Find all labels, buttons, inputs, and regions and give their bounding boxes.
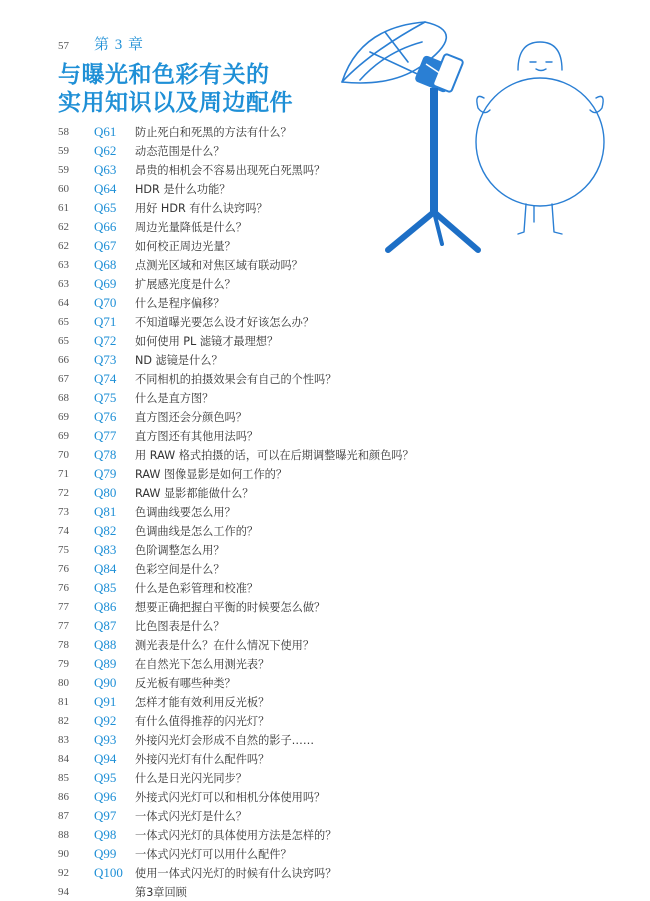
toc-entry-title: 动态范围是什么？	[135, 144, 225, 158]
toc-question-number: Q78	[94, 446, 117, 462]
toc-page-number: 86	[58, 790, 69, 803]
toc-page-number: 73	[58, 505, 69, 518]
toc-question-number: Q99	[94, 845, 117, 861]
toc-row[interactable]	[58, 863, 618, 882]
toc-question-number: Q76	[94, 408, 117, 424]
toc-page-number: 83	[58, 733, 69, 746]
toc-row[interactable]	[58, 882, 618, 901]
toc-entry-title: 不知道曝光要怎么设才好该怎么办？	[135, 315, 315, 329]
toc-question-number: Q93	[94, 731, 117, 747]
toc-question-number: Q84	[94, 560, 117, 576]
toc-row[interactable]	[58, 388, 618, 407]
toc-entry-title: 色调曲线要怎么用？	[135, 505, 236, 519]
toc-page-number: 77	[58, 619, 69, 632]
toc-question-number: Q71	[94, 313, 117, 329]
toc-entry-title: 用好 HDR 有什么诀窍吗？	[135, 201, 268, 215]
toc-page-number: 65	[58, 334, 69, 347]
toc-row[interactable]	[58, 692, 618, 711]
toc-row[interactable]	[58, 597, 618, 616]
toc-entry-title: 一体式闪光灯的具体使用方法是怎样的？	[135, 828, 337, 842]
toc-page-number: 88	[58, 828, 69, 841]
toc-question-number: Q66	[94, 218, 117, 234]
toc-page-number: 90	[58, 847, 69, 860]
toc-question-number: Q74	[94, 370, 117, 386]
toc-row[interactable]	[58, 293, 618, 312]
toc-entry-title: 外接式闪光灯可以和相机分体使用吗？	[135, 790, 326, 804]
toc-row[interactable]	[58, 616, 618, 635]
toc-page-number: 71	[58, 467, 69, 480]
toc-row[interactable]	[58, 806, 618, 825]
toc-entry-title: 什么是直方图？	[135, 391, 214, 405]
toc-entry-title: 一体式闪光灯是什么？	[135, 809, 247, 823]
toc-entry-title: 扩展感光度是什么？	[135, 277, 236, 291]
toc-entry-title: 什么是日光闪光同步？	[135, 771, 247, 785]
toc-page-number: 74	[58, 524, 69, 537]
toc-row[interactable]	[58, 844, 618, 863]
toc-row[interactable]	[58, 141, 618, 160]
toc-row[interactable]	[58, 483, 618, 502]
toc-page-number: 75	[58, 543, 69, 556]
toc-question-number: Q98	[94, 826, 117, 842]
chapter-heading	[58, 33, 144, 51]
toc-page-number: 70	[58, 448, 69, 461]
toc-row[interactable]	[58, 274, 618, 293]
toc-page-number: 59	[58, 144, 69, 157]
toc-page-number: 63	[58, 258, 69, 271]
toc-row[interactable]	[58, 540, 618, 559]
toc-question-number: Q79	[94, 465, 117, 481]
toc-question-number: Q90	[94, 674, 117, 690]
toc-row[interactable]	[58, 255, 618, 274]
toc-page-number: 65	[58, 315, 69, 328]
toc-entry-title: 第3章回顾	[135, 885, 187, 899]
toc-entry-title: RAW 显影都能做什么？	[135, 486, 254, 500]
toc-row[interactable]	[58, 464, 618, 483]
toc-row[interactable]	[58, 426, 618, 445]
toc-entry-title: 想要正确把握白平衡的时候要怎么做？	[135, 600, 326, 614]
toc-entry-title: 色调曲线是怎么工作的？	[135, 524, 259, 538]
toc-page-number: 60	[58, 182, 69, 195]
toc-row[interactable]	[58, 502, 618, 521]
toc-row[interactable]	[58, 331, 618, 350]
toc-question-number: Q81	[94, 503, 117, 519]
toc-question-number: Q64	[94, 180, 117, 196]
toc-page-number: 78	[58, 638, 69, 651]
toc-question-number: Q89	[94, 655, 117, 671]
toc-entry-title: 反光板有哪些种类？	[135, 676, 236, 690]
toc-entry-title: HDR 是什么功能？	[135, 182, 231, 196]
toc-row[interactable]	[58, 369, 618, 388]
toc-entry-title: 点测光区域和对焦区域有联动吗？	[135, 258, 303, 272]
toc-page-number: 66	[58, 353, 69, 366]
toc-question-number: Q75	[94, 389, 117, 405]
toc-page-number: 59	[58, 163, 69, 176]
toc-entry-title: 不同相机的拍摄效果会有自己的个性吗？	[135, 372, 337, 386]
toc-page-number: 84	[58, 752, 69, 765]
toc-row[interactable]	[58, 217, 618, 236]
toc-entry-title: 直方图还会分颜色吗？	[135, 410, 247, 424]
toc-question-number: Q94	[94, 750, 117, 766]
toc-question-number: Q97	[94, 807, 117, 823]
toc-question-number: Q61	[94, 123, 117, 139]
table-of-contents	[58, 122, 618, 901]
toc-entry-title: 昂贵的相机会不容易出现死白死黑吗？	[135, 163, 326, 177]
toc-question-number: Q65	[94, 199, 117, 215]
toc-page-number: 94	[58, 885, 69, 898]
toc-question-number: Q85	[94, 579, 117, 595]
toc-entry-title: 有什么值得推荐的闪光灯？	[135, 714, 270, 728]
toc-question-number: Q72	[94, 332, 117, 348]
toc-page-number: 63	[58, 277, 69, 290]
toc-row[interactable]	[58, 521, 618, 540]
toc-page-number: 67	[58, 372, 69, 385]
toc-entry-title: 防止死白和死黑的方法有什么？	[135, 125, 292, 139]
toc-entry-title: 外接闪光灯有什么配件吗？	[135, 752, 270, 766]
toc-entry-title: ND 滤镜是什么？	[135, 353, 223, 367]
toc-entry-title: 色阶调整怎么用？	[135, 543, 225, 557]
toc-row[interactable]	[58, 825, 618, 844]
chapter-page-number: 57	[58, 40, 69, 52]
chapter-title-line-1: 与曝光和色彩有关的	[58, 62, 270, 88]
toc-row[interactable]	[58, 768, 618, 787]
toc-row[interactable]	[58, 749, 618, 768]
toc-row[interactable]	[58, 179, 618, 198]
toc-question-number: Q80	[94, 484, 117, 500]
toc-question-number: Q73	[94, 351, 117, 367]
toc-question-number: Q62	[94, 142, 117, 158]
toc-question-number: Q86	[94, 598, 117, 614]
toc-question-number: Q96	[94, 788, 117, 804]
toc-page-number: 62	[58, 220, 69, 233]
toc-page-number: 87	[58, 809, 69, 822]
toc-row[interactable]	[58, 312, 618, 331]
toc-question-number: Q70	[94, 294, 117, 310]
toc-page-number: 81	[58, 695, 69, 708]
toc-entry-title: 使用一体式闪光灯的时候有什么诀窍吗？	[135, 866, 337, 880]
chapter-label: 第 3 章	[94, 37, 145, 53]
toc-question-number: Q63	[94, 161, 117, 177]
toc-entry-title: 什么是程序偏移？	[135, 296, 225, 310]
toc-entry-title: 一体式闪光灯可以用什么配件？	[135, 847, 292, 861]
toc-entry-title: 测光表是什么？在什么情况下使用？	[135, 638, 315, 652]
toc-page-number: 85	[58, 771, 69, 784]
toc-page-number: 92	[58, 866, 69, 879]
toc-page-number: 68	[58, 391, 69, 404]
toc-question-number: Q87	[94, 617, 117, 633]
toc-page-number: 82	[58, 714, 69, 727]
toc-row[interactable]	[58, 198, 618, 217]
toc-page-number: 76	[58, 581, 69, 594]
toc-page-number: 69	[58, 410, 69, 423]
toc-page-number: 64	[58, 296, 69, 309]
toc-page-number: 58	[58, 125, 69, 138]
toc-page-number: 79	[58, 657, 69, 670]
toc-entry-title: 比色图表是什么？	[135, 619, 225, 633]
toc-row[interactable]	[58, 122, 618, 141]
toc-page-number: 77	[58, 600, 69, 613]
toc-question-number: Q69	[94, 275, 117, 291]
toc-entry-title: RAW 图像显影是如何工作的？	[135, 467, 288, 481]
toc-entry-title: 如何校正周边光量？	[135, 239, 236, 253]
toc-entry-title: 外接闪光灯会形成不自然的影子……	[135, 733, 315, 747]
toc-entry-title: 直方图还有其他用法吗？	[135, 429, 259, 443]
toc-row[interactable]	[58, 350, 618, 369]
toc-entry-title: 什么是色彩管理和校准？	[135, 581, 259, 595]
toc-question-number: Q82	[94, 522, 117, 538]
toc-row[interactable]	[58, 236, 618, 255]
toc-question-number: Q100	[94, 864, 123, 880]
toc-entry-title: 用 RAW 格式拍摄的话，可以在后期调整曝光和颜色吗？	[135, 448, 414, 462]
toc-row[interactable]	[58, 559, 618, 578]
toc-entry-title: 如何使用 PL 滤镜才最理想？	[135, 334, 279, 348]
toc-row[interactable]	[58, 787, 618, 806]
toc-entry-title: 怎样才能有效利用反光板？	[135, 695, 270, 709]
toc-page-number: 72	[58, 486, 69, 499]
toc-row[interactable]	[58, 635, 618, 654]
toc-page-number: 69	[58, 429, 69, 442]
toc-row[interactable]	[58, 730, 618, 749]
toc-question-number: Q83	[94, 541, 117, 557]
toc-row[interactable]	[58, 445, 618, 464]
toc-question-number: Q95	[94, 769, 117, 785]
toc-entry-title: 在自然光下怎么用测光表？	[135, 657, 270, 671]
toc-row[interactable]	[58, 407, 618, 426]
toc-page-number: 80	[58, 676, 69, 689]
toc-page-number: 61	[58, 201, 69, 214]
toc-question-number: Q88	[94, 636, 117, 652]
toc-page-number: 76	[58, 562, 69, 575]
toc-question-number: Q67	[94, 237, 117, 253]
toc-entry-title: 周边光量降低是什么？	[135, 220, 247, 234]
toc-row[interactable]	[58, 578, 618, 597]
toc-question-number: Q68	[94, 256, 117, 272]
toc-row[interactable]	[58, 673, 618, 692]
toc-page-number: 62	[58, 239, 69, 252]
toc-question-number: Q92	[94, 712, 117, 728]
toc-entry-title: 色彩空间是什么？	[135, 562, 225, 576]
toc-question-number: Q91	[94, 693, 117, 709]
chapter-title-line-2: 实用知识以及周边配件	[58, 90, 293, 116]
toc-row[interactable]	[58, 160, 618, 179]
toc-row[interactable]	[58, 711, 618, 730]
toc-row[interactable]	[58, 654, 618, 673]
toc-question-number: Q77	[94, 427, 117, 443]
